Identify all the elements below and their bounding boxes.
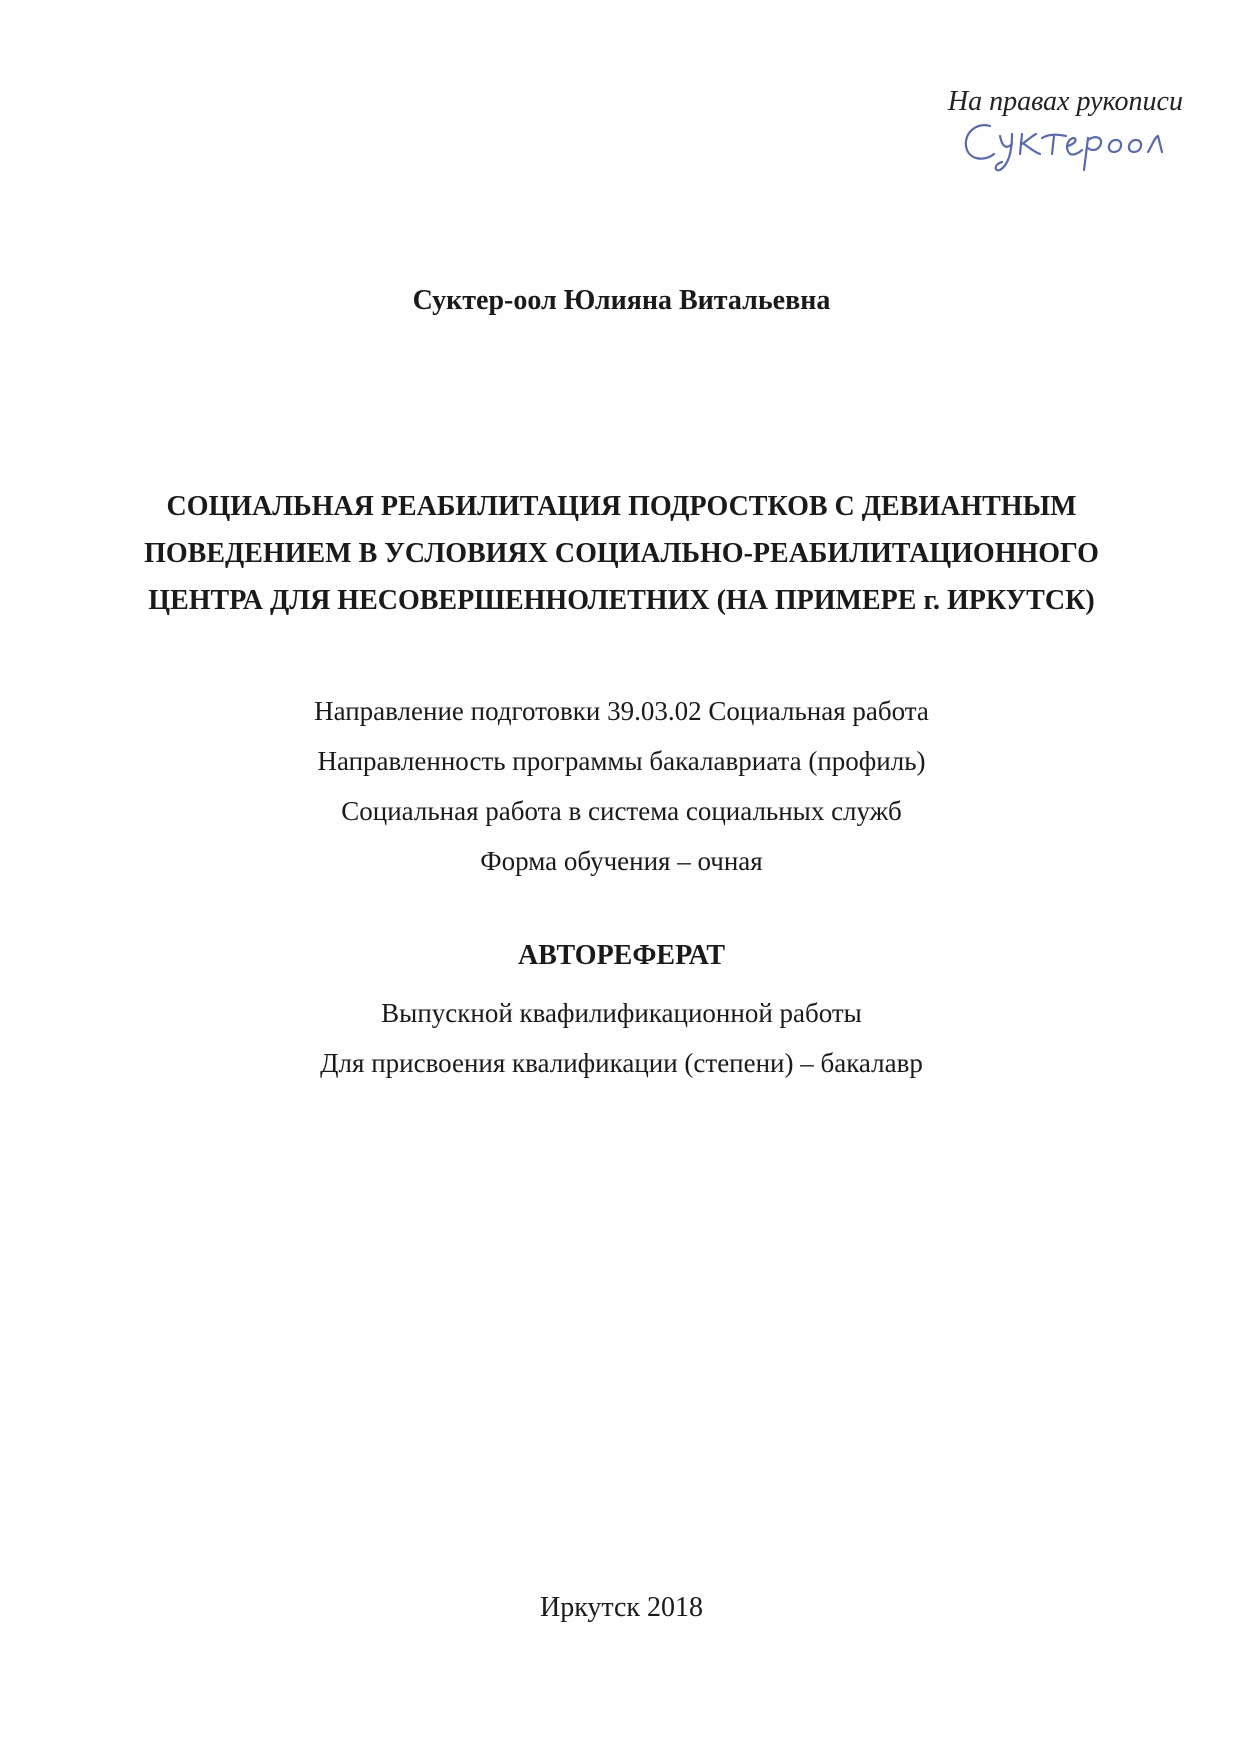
program-direction: Направление подготовки 39.03.02 Социальная работа bbox=[314, 696, 929, 726]
manuscript-note: На правах рукописи bbox=[947, 86, 1183, 117]
study-form: Форма обучения – очная bbox=[480, 846, 763, 876]
thesis-title bbox=[0, 483, 1243, 624]
abstract-line: Выпускной квафилификационной работы bbox=[381, 998, 862, 1028]
abstract-line: Для присвоения квалификации (степени) – бакалавр bbox=[320, 1048, 923, 1078]
abstract-description bbox=[0, 988, 1243, 1088]
city-year: Иркутск 2018 bbox=[539, 1592, 704, 1623]
handwritten-signature bbox=[950, 108, 1180, 178]
program-info bbox=[0, 686, 1243, 886]
program-profile: Социальная работа в система социальных служб bbox=[341, 796, 902, 826]
title-line: ПОВЕДЕНИЕМ В УСЛОВИЯХ СОЦИАЛЬНО-РЕАБИЛИТАЦИОННОГО bbox=[144, 538, 1099, 569]
title-line: ЦЕНТРА ДЛЯ НЕСОВЕРШЕННОЛЕТНИХ (НА ПРИМЕРЕ г. ИРКУТСК) bbox=[148, 585, 1095, 616]
program-orientation: Направленность программы бакалавриата (профиль) bbox=[317, 746, 926, 776]
abstract-heading: АВТОРЕФЕРАТ bbox=[517, 940, 726, 971]
author-name: Суктер-оол Юлияна Витальевна bbox=[412, 285, 831, 316]
title-line: СОЦИАЛЬНАЯ РЕАБИЛИТАЦИЯ ПОДРОСТКОВ С ДЕВИАНТНЫМ bbox=[166, 491, 1077, 522]
